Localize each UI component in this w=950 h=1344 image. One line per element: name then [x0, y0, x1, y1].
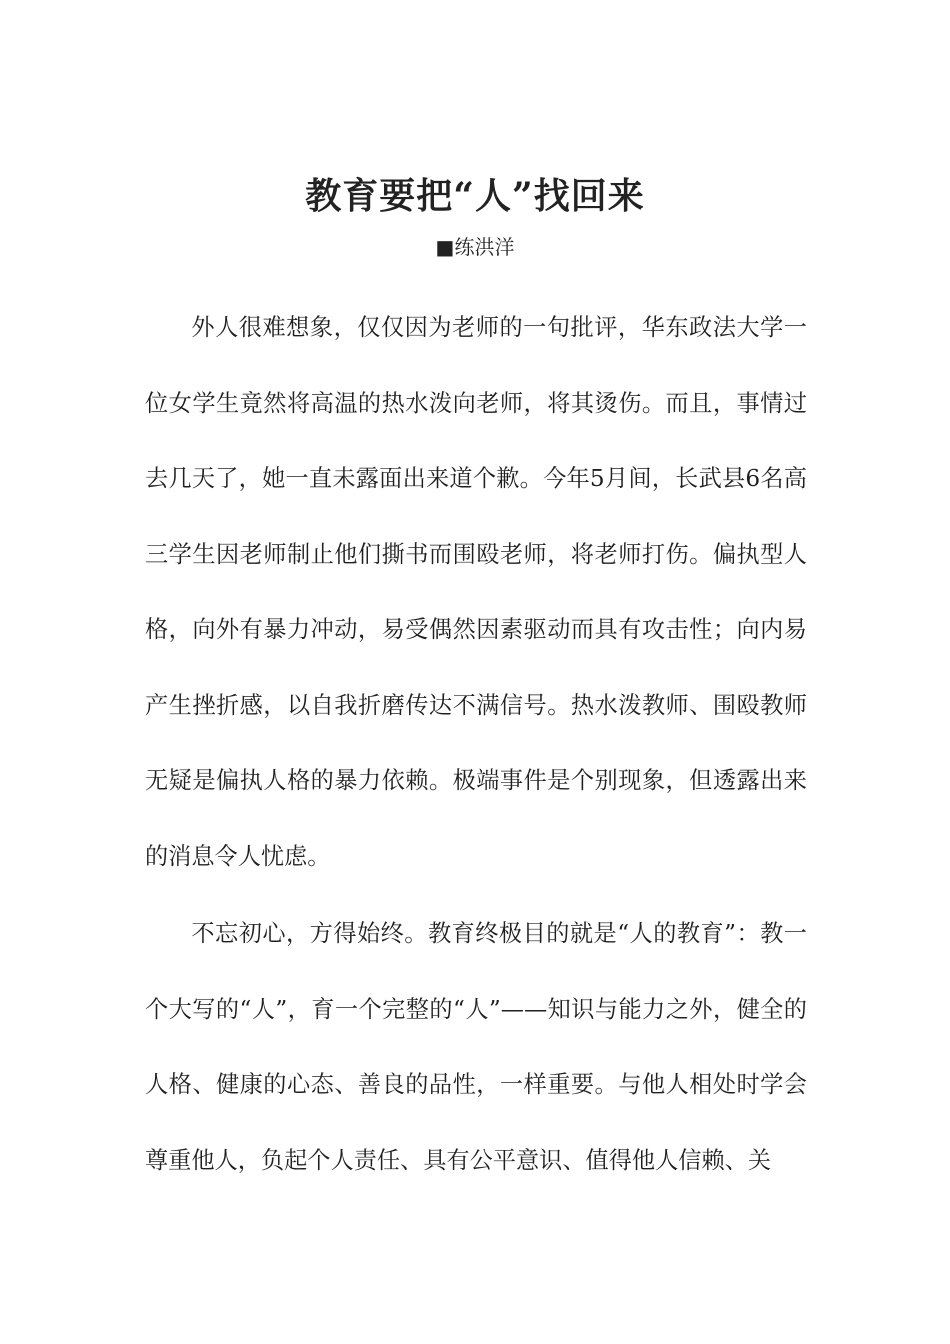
body-paragraph-2: 不忘初心，方得始终。教育终极目的就是“人的教育”：教一个大写的“人”，育一个完整的“人”——知识与能力之外，健全的人格、健康的心态、善良的品性，一样重要。与他人相处时学会尊重他人，负起个人责任、具有公平意识、值得他人信赖、关: [145, 920, 807, 1174]
body-paragraph-1: 外人很难想象，仅仅因为老师的一句批评，华东政法大学一位女学生竟然将高温的热水泼向老师，将其烫伤。而且，事情过去几天了，她一直未露面出来道个歉。今年5月间，长武县6名高三学生因老师制止他们撕书而围殴老师，将老师打伤。偏执型人格，向外有暴力冲动，易受偶然因素驱动而具有攻击性；向内易产生挫折感，以自我折磨传达不满信号。热水泼教师、围殴教师无疑是偏执人格的暴力依赖。极端事件是个别现象，但透露出来的消息令人忧虑。: [145, 314, 807, 870]
author-byline: ■练洪洋: [435, 235, 515, 259]
article-title: 教育要把“人”找回来: [305, 175, 645, 218]
